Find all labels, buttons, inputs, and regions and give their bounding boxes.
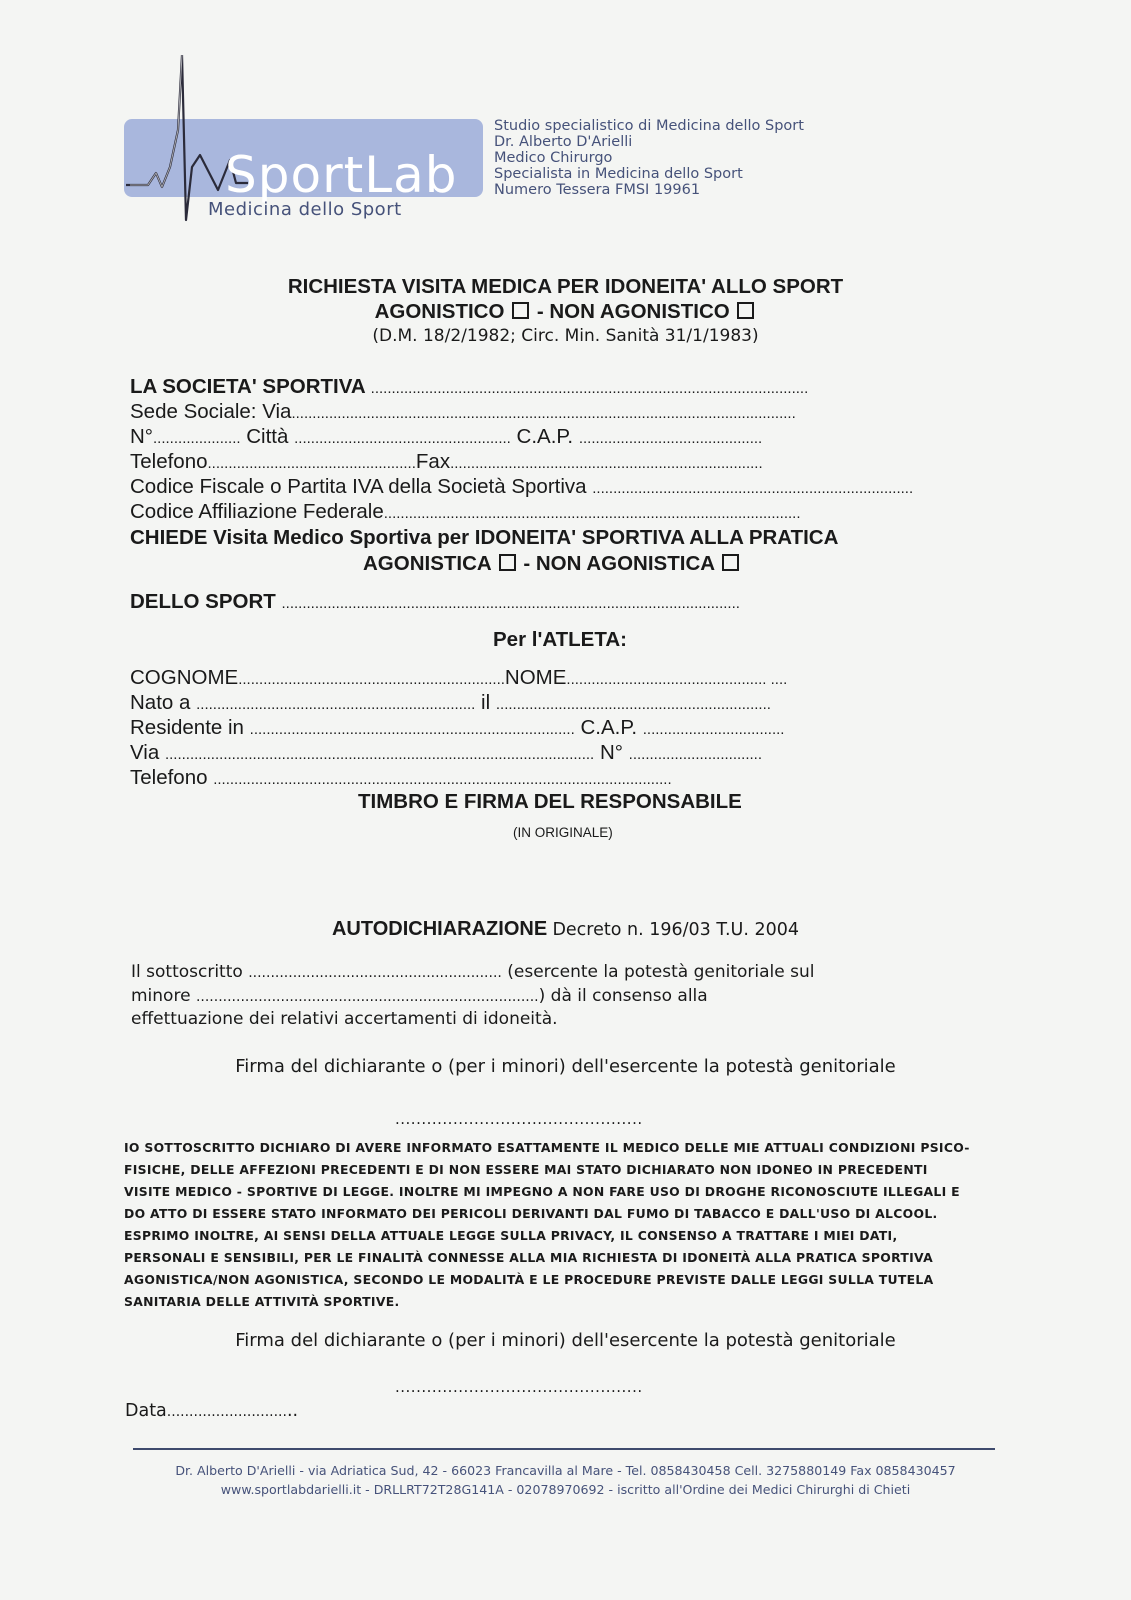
field-numero-citta-cap[interactable]: N°..................... Città .................................................... C.A.P. ............................................: [130, 425, 763, 448]
logo-name: SportLab: [225, 146, 458, 204]
field-residente-cap[interactable]: Residente in .............................................................................. C.A.P. ..................................: [130, 716, 785, 739]
self-declaration-title: AUTODICHIARAZIONE Decreto n. 196/03 T.U. 2004: [331, 918, 800, 940]
studio-line: Studio specialistico di Medicina dello Sport: [494, 118, 804, 134]
declaration-line: AGONISTICA/NON AGONISTICA, SECONDO LE MODALITÀ E LE PROCEDURE PREVISTE DALLE LEGGI SULLA TUTELA: [124, 1272, 934, 1287]
signature-line-1[interactable]: ...............................................: [395, 1110, 643, 1128]
form-title: [0, 274, 1131, 348]
declaration-line: ESPRIMO INOLTRE, AI SENSI DELLA ATTUALE LEGGE SULLA PRIVACY, IL CONSENSO A TRATTARE I MIEI DATI,: [124, 1228, 898, 1243]
non-agonistico-label: - NON AGONISTICO: [536, 300, 730, 323]
signature-label-2: Firma del dichiarante o (per i minori) dell'esercente la potestà genitoriale: [235, 1330, 896, 1351]
self-declaration-text: [131, 961, 1001, 1031]
studio-info: [494, 118, 804, 198]
studio-line: Specialista in Medicina dello Sport: [494, 166, 743, 182]
non-agonistica-checkbox[interactable]: [722, 554, 739, 571]
consent-line-2[interactable]: minore .............................................................................) dà il consenso alla: [131, 985, 708, 1006]
field-data[interactable]: Data.............................: [125, 1401, 299, 1421]
declaration-line: SANITARIA DELLE ATTIVITÀ SPORTIVE.: [124, 1294, 400, 1309]
declaration-line: IO SOTTOSCRITTO DICHIARO DI AVERE INFORMATO ESATTAMENTE IL MEDICO DELLE MIE ATTUALI CONDIZIONI PSICO-: [124, 1140, 970, 1155]
footer-registry: www.sportlabdarielli.it - DRLLRT72T28G141A - 02078970692 - iscritto all'Ordine dei Medici Chirurghi di Chieti: [220, 1482, 911, 1497]
declaration-line: FISICHE, DELLE AFFEZIONI PRECEDENTI E DI NON ESSERE MAI STATO DICHIARATO NON IDONEO IN PRECEDENTI: [124, 1162, 928, 1177]
declaration-line: PERSONALI E SENSIBILI, PER LE FINALITÀ CONNESSE ALLA MIA RICHIESTA DI IDONEITÀ ALLA PRATICA SPORTIVA: [124, 1250, 933, 1265]
footer-address: Dr. Alberto D'Arielli - via Adriatica Sud, 42 - 66023 Francavilla al Mare - Tel. 0858430458 Cell. 3275880149 Fax 0858430457: [175, 1463, 956, 1478]
agonistica-checkbox[interactable]: [499, 554, 516, 571]
athlete-heading: Per l'ATLETA:: [493, 628, 627, 651]
signature-label-1: Firma del dichiarante o (per i minori) dell'esercente la potestà genitoriale: [235, 1056, 896, 1077]
field-sport[interactable]: DELLO SPORT ..............................................................................................................: [130, 590, 740, 613]
field-telefono-atleta[interactable]: Telefono ..............................................................................................................: [130, 766, 672, 789]
consent-line-3: effettuazione dei relativi accertamenti di idoneità.: [131, 1009, 558, 1029]
legal-reference: (D.M. 18/2/1982; Circ. Min. Sanità 31/1/1983): [372, 326, 759, 346]
signature-line-2[interactable]: ...............................................: [395, 1378, 643, 1396]
agonistica-label: AGONISTICA: [363, 552, 491, 575]
field-cognome-nome[interactable]: COGNOME................................................................NOME................................................ ....: [130, 666, 788, 689]
declaration-line: DO ATTO DI ESSERE STATO INFORMATO DEI PERICOLI DERIVANTI DAL FUMO DI TABACCO E DALL'USO DI ALCOOL.: [124, 1206, 938, 1221]
declaration-line: VISITE MEDICO - SPORTIVE DI LEGGE. INOLTRE MI IMPEGNO A NON FARE USO DI DROGHE RICONOSCIUTE ILLEGALI E: [124, 1184, 960, 1199]
field-societa[interactable]: LA SOCIETA' SPORTIVA .........................................................................................................: [130, 375, 809, 398]
title-line-1: RICHIESTA VISITA MEDICA PER IDONEITA' ALLO SPORT: [287, 275, 844, 298]
sportlab-logo: [120, 55, 490, 230]
chiede-line: CHIEDE Visita Medico Sportiva per IDONEITA' SPORTIVA ALLA PRATICA: [130, 526, 839, 549]
original-note: (IN ORIGINALE): [513, 825, 613, 840]
studio-line: Medico Chirurgo: [494, 150, 613, 166]
studio-line: Numero Tessera FMSI 19961: [494, 182, 701, 198]
stamp-label: TIMBRO E FIRMA DEL RESPONSABILE: [358, 790, 742, 813]
non-agonistica-label: - NON AGONISTICA: [523, 552, 715, 575]
field-nato-il[interactable]: Nato a ................................................................... il ..................................................................: [130, 691, 771, 714]
field-telefono-fax[interactable]: Telefono..................................................Fax...........................................................................: [130, 450, 763, 473]
field-sede[interactable]: Sede Sociale: Via.........................................................................................................................: [130, 400, 796, 423]
field-affiliazione[interactable]: Codice Affiliazione Federale....................................................................................................: [130, 500, 801, 523]
studio-line: Dr. Alberto D'Arielli: [494, 134, 633, 150]
non-agonistico-checkbox[interactable]: [737, 302, 754, 319]
agonistico-label: AGONISTICO: [374, 300, 505, 323]
logo-tagline: Medicina dello Sport: [208, 199, 402, 220]
field-via-numero[interactable]: Via ....................................................................................................... N° ................................: [130, 741, 763, 764]
agonistica-options: [363, 551, 741, 576]
health-declaration: [124, 1137, 1004, 1313]
title-line-2: [0, 299, 1131, 324]
footer-divider: [133, 1448, 995, 1450]
agonistico-checkbox[interactable]: [512, 302, 529, 319]
consent-line-1[interactable]: Il sottoscritto ......................................................... (esercente la potestà genitoriale sul: [131, 962, 815, 982]
field-codice-fiscale[interactable]: Codice Fiscale o Partita IVA della Società Sportiva .............................................................................: [130, 475, 914, 498]
